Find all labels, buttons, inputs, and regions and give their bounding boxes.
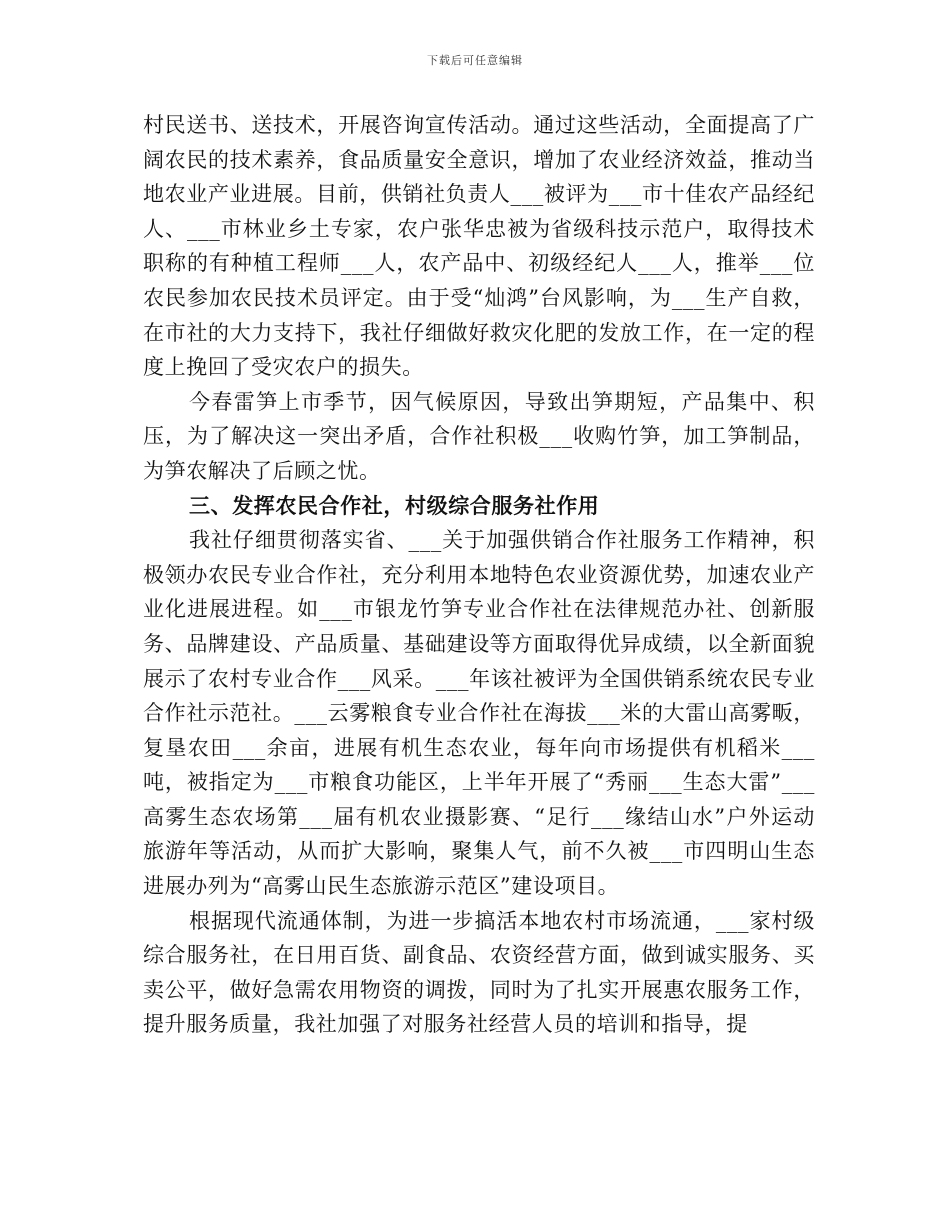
document-body	[143, 108, 815, 1042]
paragraph-service-agencies: 根据现代流通体制，为进一步搞活本地农村市场流通，___家村级综合服务社，在日用百货、副食品、农资经营方面，做到诚实服务、买卖公平，做好急需农用物资的调拨，同时为了扎实开展惠农服务工作，提升服务质量，我社加强了对服务社经营人员的培训和指导，提	[143, 908, 815, 1037]
page-header: 下载后可任意编辑	[427, 54, 523, 67]
paragraph-bamboo-shoots: 今春雷笋上市季节，因气候原因，导致出笋期短，产品集中、积压，为了解决这一突出矛盾，合作社积极___收购竹笋，加工笋制品，为笋农解决了后顾之忧。	[143, 389, 815, 483]
paragraph-cooperatives: 我社仔细贯彻落实省、___关于加强供销合作社服务工作精神，积极领办农民专业合作社，充分利用本地特色农业资源优势，加速农业产业化进展进程。如___市银龙竹笋专业合作社在法律规范办社、创新服务、品牌建设、产品质量、基础建设等方面取得优异成绩，以全新面貌展示了农村专业合作___风采。___年该社被评为全国供销系统农民专业合作社示范社。___云雾粮食专业合作社在海拔___米的大雷山高雾畈，复垦农田___余亩，进展有机生态农业，每年向市场提供有机稻米___吨，被指定为___市粮食功能区，上半年开展了“秀丽___生态大雷”___高雾生态农场第___届有机农业摄影赛、“足行___缘结山水”户外运动旅游年等活动，从而扩大影响，聚集人气，前不久被___市四明山生态进展办列为“高雾山民生态旅游示范区”建设项目。	[143, 528, 815, 899]
section-heading: 三、发挥农民合作社，村级综合服务社作用	[189, 492, 600, 518]
paragraph-continuation: 村民送书、送技术，开展咨询宣传活动。通过这些活动，全面提高了广阔农民的技术素养，食品质量安全意识，增加了农业经济效益，推动当地农业产业进展。目前，供销社负责人___被评为___市十佳农产品经纪人、___市林业乡土专家，农户张华忠被为省级科技示范户，取得技术职称的有种植工程师___人，农产品中、初级经纪人___人，推举___位农民参加农民技术员评定。由于受“灿鸿”台风影响，为___生产自救，在市社的大力支持下，我社仔细做好救灾化肥的发放工作，在一定的程度上挽回了受灾农户的损失。	[143, 113, 815, 380]
